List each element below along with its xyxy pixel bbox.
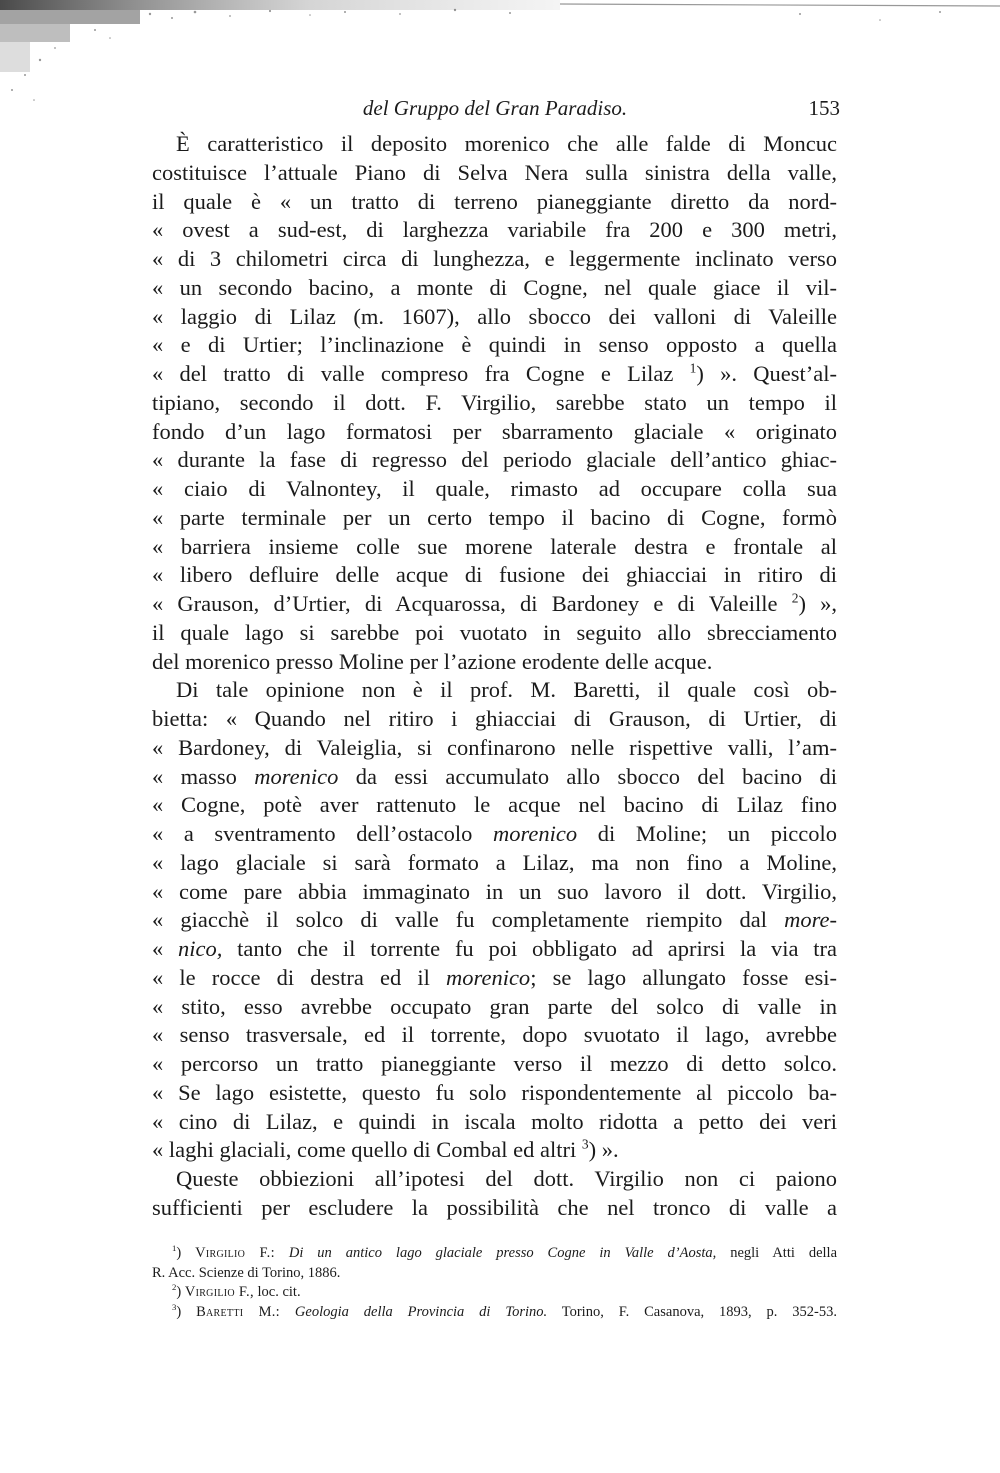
text-run: « giacchè il solco di valle fu completamente riempito dal (152, 907, 785, 933)
text-line (152, 964, 837, 993)
running-title: del Gruppo del Gran Paradiso. (362, 96, 628, 120)
text-line (152, 820, 837, 849)
footnote-ref-3: 3 (581, 1136, 589, 1152)
text-line: « Cogne, potè aver rattenuto le acque nel bacino di Lilaz fino (152, 792, 837, 818)
text-line: « ciaio di Valnontey, il quale, rimasto ad occupare colla sua (152, 476, 837, 501)
text-run: ) ». (588, 1137, 619, 1163)
footnote-mark: 2 (172, 1283, 177, 1293)
text-line: « e di Urtier; l’inclinazione è quindi in senso opposto a quella (152, 332, 837, 358)
paragraph-3 (152, 1165, 837, 1223)
text-run: « (152, 936, 179, 961)
footnote-2: $^2$) Virgilio F., loc. cit. (172, 1283, 301, 1300)
page-number: 153 (808, 96, 840, 120)
text-line (152, 763, 837, 792)
text-run: « Grauson, d’Urtier, di Acquarossa, di Bardoney e di Valeille (152, 591, 792, 616)
body-text (152, 130, 837, 1223)
text-line: « cino di Lilaz, e quindi in iscala molto ridotta a petto dei veri (152, 1108, 837, 1134)
text-run: « le rocce di destra ed il (152, 964, 447, 990)
footnote-author: Virgilio F.: (195, 1245, 275, 1261)
text-line: « parte terminale per un certo tempo il bacino di Cogne, formò (152, 504, 837, 530)
italic-term: nico, (178, 936, 223, 961)
italic-term: morenico (493, 821, 578, 846)
text-line: « ovest a sud-est, di larghezza variabile fra 200 e 300 metri, (152, 217, 837, 243)
text-line: È caratteristico il deposito morenico che alle falde di Moncuc (176, 131, 837, 156)
footnote-author: Virgilio F., (184, 1284, 254, 1300)
text-line: « lago glaciale si sarà formato a Lilaz, ma non fino a Moline, (152, 849, 837, 875)
text-line: sufficienti per escludere la possibilità che nel tronco di valle a (152, 1194, 837, 1220)
paragraph-1 (152, 130, 837, 676)
footnote-title: Di un antico lago glaciale presso Cogne in Valle d’Aosta, (288, 1245, 717, 1261)
running-head (150, 94, 840, 124)
text-line: « Bardoney, di Valeiglia, si confinarono nelle rispettive valli, l’am- (152, 734, 837, 760)
text-run: « del tratto di valle compreso fra Cogne e Lilaz (152, 361, 690, 386)
text-line: « durante la fase di regresso del periodo glaciale dell’antico ghiac- (152, 447, 837, 473)
text-line: « libero defluire delle acque di fusione dei ghiacciai in ritiro di (152, 562, 837, 588)
text-line: « barriera insieme colle sue morene laterale destra e frontale al (152, 533, 837, 559)
footnote-ref-1: 1 (689, 360, 697, 376)
text-line: « un secondo bacino, a monte di Cogne, nel quale giace il vil- (152, 274, 837, 300)
text-run: da essi accumulato allo sbocco del bacino di (338, 763, 837, 789)
text-line: « di 3 chilometri circa di lunghezza, e leggermente inclinato verso (152, 246, 837, 271)
footnote-author: Baretti M.: (196, 1303, 281, 1320)
text-line (152, 1136, 837, 1165)
text-run: ) ». Quest’al- (696, 361, 837, 386)
text-line: « laggio di Lilaz (m. 1607), allo sbocco dei valloni di Valeille (152, 303, 837, 329)
text-line: « senso trasversale, ed il torrente, dopo svuotato il lago, avrebbe (152, 1022, 837, 1048)
footnote-text: loc. cit. (253, 1284, 301, 1300)
text-run: ) », (798, 591, 837, 616)
text-line: « percorso un tratto pianeggiante verso il mezzo di detto solco. (152, 1051, 837, 1076)
footnote-mark: 3 (172, 1302, 177, 1312)
text-line: il quale lago si sarebbe poi vuotato in seguito allo sbrecciamento (152, 619, 837, 645)
footnote-3: $^3$) Baretti M.: Geologia della Provincia di Torino. Torino, F. Casanova, 1893, p. 352-53. (172, 1302, 837, 1320)
text-line: bietta: « Quando nel ritiro i ghiacciai di Grauson, di Urtier, di (152, 706, 837, 731)
text-line: « Se lago esistette, questo fu solo rispondentemente al piccolo ba- (152, 1079, 837, 1105)
text-line: del morenico presso Moline per l’azione erodente delle acque. (152, 648, 713, 674)
paragraph-2 (152, 676, 837, 1165)
footnote-mark: 1 (172, 1244, 177, 1254)
text-line: Queste obbiezioni all’ipotesi del dott. Virgilio non ci paiono (176, 1166, 837, 1191)
text-line: costituisce l’attuale Piano di Selva Nera sulla sinistra della valle, (152, 159, 837, 185)
text-line (152, 360, 837, 389)
text-run: « masso (152, 763, 255, 789)
footnote-1: $^1$) Virgilio F.: Di un antico lago glaciale presso Cogne in Valle d’Aosta, negli Atti della (172, 1244, 837, 1261)
footnote-text: negli Atti della (716, 1245, 837, 1261)
italic-term: more- (784, 907, 837, 933)
footnote-title: Geologia della Provincia di Torino. (294, 1303, 548, 1320)
footnote-1-continued: R. Acc. Scienze di Torino, 1886. (152, 1264, 341, 1281)
text-line (152, 906, 837, 935)
text-line: « come pare abbia immaginato in un suo lavoro il dott. Virgilio, (152, 878, 837, 904)
text-run: di Moline; un piccolo (577, 821, 837, 846)
text-run: « laghi glaciali, come quello di Combal ed altri (152, 1137, 582, 1163)
text-line: tipiano, secondo il dott. F. Virgilio, sarebbe stato un tempo il (152, 389, 837, 415)
footnotes (152, 1244, 837, 1322)
text-line (152, 590, 837, 619)
text-line (152, 935, 837, 964)
footnote-ref-2: 2 (791, 590, 799, 606)
text-line: Di tale opinione non è il prof. M. Baretti, il quale così ob- (176, 677, 837, 703)
italic-term: morenico (446, 964, 531, 990)
footnote-text: Torino, F. Casanova, 1893, p. 352-53. (547, 1303, 837, 1320)
text-run: tanto che il torrente fu poi obbligato ad aprirsi la via tra (222, 936, 837, 961)
text-run: « a sventramento dell’ostacolo (152, 821, 494, 846)
italic-term: morenico (254, 763, 339, 789)
text-line: fondo d’un lago formatosi per sbarramento glaciale « originato (152, 418, 837, 444)
text-line: il quale è « un tratto di terreno pianeggiante diretto da nord- (152, 188, 837, 214)
text-run: ; se lago allungato fosse esi- (530, 964, 837, 990)
text-line: « stito, esso avrebbe occupato gran parte del solco di valle in (152, 993, 837, 1019)
